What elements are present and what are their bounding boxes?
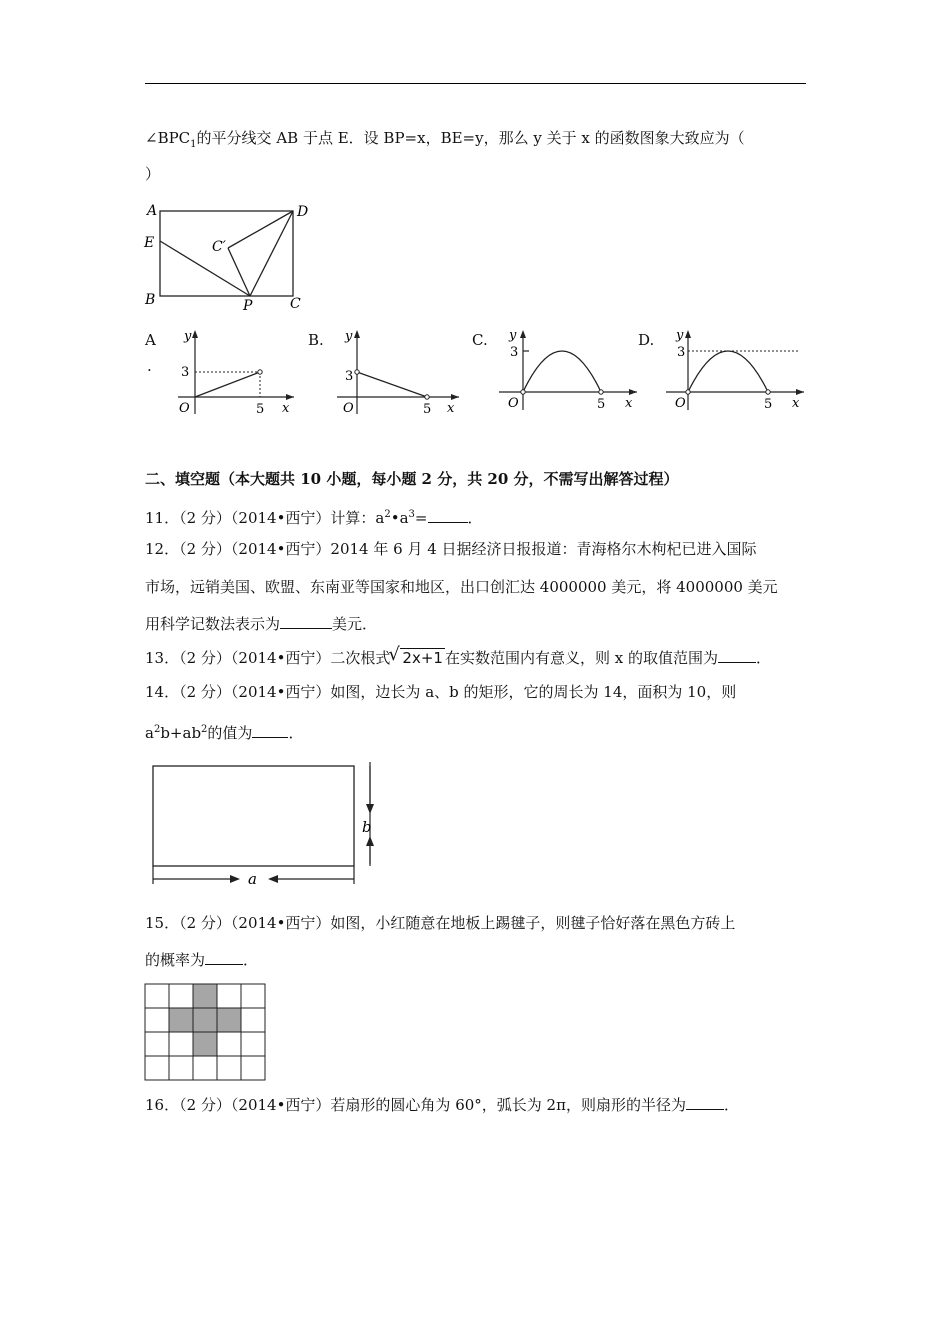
svg-text:y: y [509, 328, 517, 343]
svg-text:5: 5 [423, 402, 432, 417]
q12-line3: 用科学记数法表示为 美元． [145, 615, 378, 633]
q14-line1: 14．（2 分）（2014•西宁）如图，边长为 a、b 的矩形，它的周长为 14，面积为 10，则 [145, 683, 737, 701]
grid-tile [241, 984, 265, 1008]
svg-text:O: O [508, 396, 519, 411]
grid-tile-shaded [193, 1032, 217, 1056]
svg-text:5: 5 [256, 402, 265, 417]
label-B: B [145, 292, 156, 308]
option-b-label: B. [308, 331, 324, 349]
svg-text:3: 3 [181, 365, 190, 380]
label-b: b [362, 818, 372, 836]
header-rule [145, 83, 806, 84]
tile-grid [144, 983, 266, 1081]
q15-line1: 15．（2 分）（2014•西宁）如图，小红随意在地板上踢毽子，则毽子恰好落在黑色方砖上 [145, 914, 736, 932]
svg-text:x: x [282, 401, 290, 416]
label-C: C [290, 296, 301, 312]
q16: 16．（2 分）（2014•西宁）若扇形的圆心角为 60°，弧长为 2π，则扇形的半径为 ． [145, 1096, 739, 1114]
grid-tile [217, 1056, 241, 1080]
grid-tile-shaded [193, 1008, 217, 1032]
label-A: A [147, 203, 158, 219]
grid-tile [145, 1032, 169, 1056]
svg-text:3: 3 [677, 345, 686, 360]
q15-line2: 的概率为 ． [145, 951, 259, 969]
grid-tile [145, 1056, 169, 1080]
svg-text:5: 5 [764, 397, 773, 412]
q10-intro: $\angle BPC_1$的平分线交 AB 于点 E．设 BP=x，BE=y，那么 y 关于 x 的函数图象大致应为（ [145, 129, 745, 150]
q12-line1: 12．（2 分）（2014•西宁）2014 年 6 月 4 日据经济日报报道：青海格尔木枸杞已进入国际 [145, 540, 757, 558]
q13: 13．（2 分）（2014•西宁）二次根式 √ 2x+1 在实数范围内有意义，则 x 的取值范围为 ． [145, 644, 771, 667]
svg-text:x: x [625, 396, 633, 411]
q12-line2: 市场，远销美国、欧盟、东南亚等国家和地区，出口创汇达 4000000 美元，将 4000000 美元 [145, 578, 778, 596]
q14-line2: $a^2b+ab^2$的值为 ． [145, 724, 304, 742]
svg-text:O: O [179, 401, 190, 416]
option-c-label: C. [472, 331, 488, 349]
section2-title: 二、填空题（本大题共 10 小题，每小题 2 分，共 20 分，不需写出解答过程） [145, 470, 679, 488]
option-d-graph [664, 324, 809, 420]
option-a-dot: . [147, 357, 152, 375]
svg-text:x: x [792, 396, 800, 411]
q10-close-paren: ） [145, 165, 161, 183]
option-c-graph [497, 324, 642, 420]
grid-tile [169, 1056, 193, 1080]
grid-tile-shaded [169, 1008, 193, 1032]
svg-text:O: O [343, 401, 354, 416]
grid-tile [145, 984, 169, 1008]
option-a-label: A [145, 331, 156, 349]
label-C1: C′ [212, 239, 226, 255]
grid-tile [169, 1032, 193, 1056]
grid-tile [145, 1008, 169, 1032]
svg-text:y: y [676, 328, 684, 343]
grid-tile-shaded [193, 984, 217, 1008]
q11: 11．（2 分）（2014•西宁）计算：$a^2•a^3=$ ． [145, 509, 483, 527]
rect-ab-figure [148, 760, 383, 890]
grid-tile [217, 1032, 241, 1056]
svg-text:y: y [345, 329, 353, 344]
option-d-label: D. [638, 331, 655, 349]
grid-tile [241, 1056, 265, 1080]
option-a-graph [170, 324, 300, 420]
grid-tile [193, 1056, 217, 1080]
svg-text:3: 3 [510, 345, 519, 360]
grid-tile [217, 984, 241, 1008]
svg-text:y: y [184, 329, 192, 344]
rect-abcd-figure [140, 198, 320, 316]
svg-text:3: 3 [345, 369, 354, 384]
svg-text:5: 5 [597, 397, 606, 412]
grid-tile [241, 1032, 265, 1056]
label-a: a [248, 870, 257, 888]
label-D: D [297, 204, 309, 220]
grid-tile [169, 984, 193, 1008]
label-E: E [144, 235, 155, 251]
svg-text:O: O [675, 396, 686, 411]
grid-tile [241, 1008, 265, 1032]
sqrt-expression: √ 2x+1 [388, 644, 443, 667]
grid-tile-shaded [217, 1008, 241, 1032]
label-P: P [243, 298, 253, 314]
option-b-graph [335, 324, 465, 420]
svg-text:x: x [447, 401, 455, 416]
